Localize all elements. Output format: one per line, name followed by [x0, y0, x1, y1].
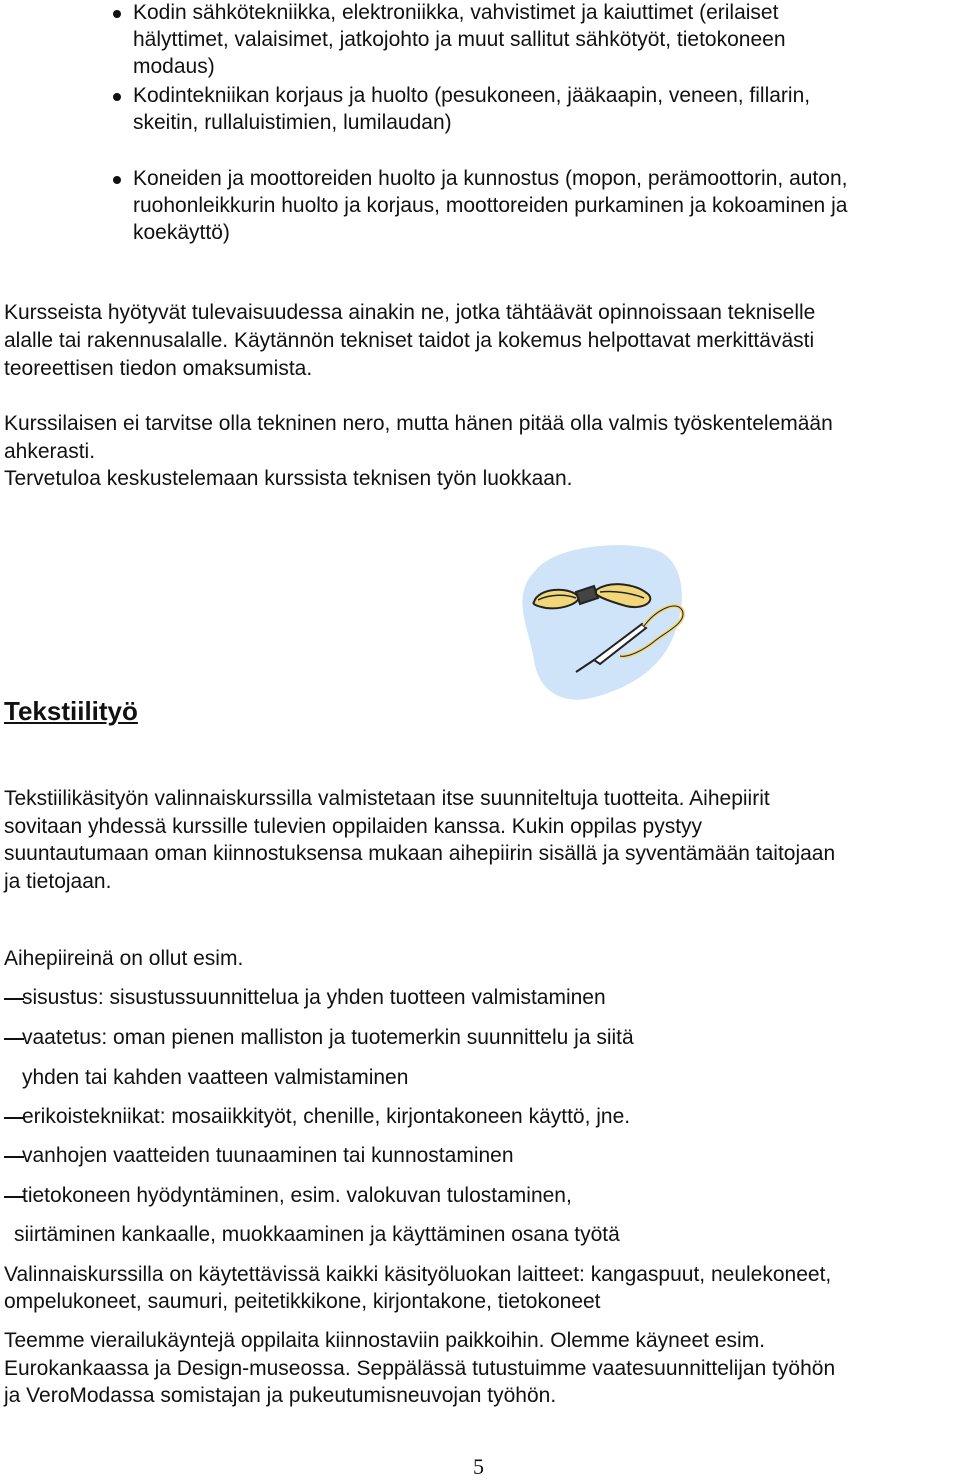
paragraph-line: teoreettisen tiedon omaksumista. — [4, 357, 313, 380]
paragraph-line: Valinnaiskurssilla on käytettävissä kaikki käsityöluokan laitteet: kangaspuut, neulekoneet, — [4, 1263, 832, 1286]
list-item: yhden tai kahden vaatteen valmistaminen — [22, 1066, 409, 1089]
page-number: 5 — [473, 1454, 484, 1479]
paragraph-line: alalle tai rakennusalalle. Käytännön tekniset taidot ja kokemus helpottavat merkittävästi — [4, 329, 815, 352]
list-item: erikoistekniikat: mosaiikkityöt, chenille, kirjontakoneen käyttö, jne. — [22, 1105, 631, 1128]
dash-marker — [4, 998, 24, 1000]
dash-marker — [4, 1038, 24, 1040]
section-heading-textile: Tekstiilityö — [4, 696, 138, 726]
bullet-dot — [113, 176, 121, 184]
dash-marker — [4, 1196, 24, 1198]
list-item: tietokoneen hyödyntäminen, esim. valokuvan tulostaminen, — [22, 1184, 572, 1207]
bullet-text: modaus) — [133, 55, 215, 78]
bullet-text: Koneiden ja moottoreiden huolto ja kunnostus (mopon, perämoottorin, auton, — [133, 167, 848, 190]
needle-and-thread-icon — [516, 540, 686, 705]
bullet-text: skeitin, rullaluistimien, lumilaudan) — [133, 111, 452, 134]
bullet-text: Kodintekniikan korjaus ja huolto (pesukoneen, jääkaapin, veneen, fillarin, — [133, 84, 811, 107]
paragraph-line: Kurssilaisen ei tarvitse olla tekninen nero, mutta hänen pitää olla valmis työskentelemään — [4, 412, 833, 435]
paragraph-line: ompelukoneet, saumuri, peitetikkikone, kirjontakone, tietokoneet — [4, 1290, 601, 1313]
paragraph-line: Tervetuloa keskustelemaan kurssista teknisen työn luokkaan. — [4, 467, 573, 490]
list-item: siirtäminen kankaalle, muokkaaminen ja käyttäminen osana työtä — [14, 1223, 620, 1246]
paragraph-line: suuntautumaan oman kiinnostuksensa mukaan aihepiirin sisällä ja syventämään taitojaan — [4, 842, 836, 865]
list-item: vaatetus: oman pienen malliston ja tuotemerkin suunnittelu ja siitä — [22, 1026, 634, 1049]
paragraph-line: ja VeroModassa somistajan ja pukeutumisneuvojan työhön. — [4, 1384, 557, 1407]
paragraph-line: sovitaan yhdessä kurssille tulevien oppilaiden kanssa. Kukin oppilas pystyy — [4, 815, 703, 838]
bullet-dot — [113, 10, 121, 18]
paragraph-line: ahkerasti. — [4, 440, 96, 463]
list-item: vanhojen vaatteiden tuunaaminen tai kunnostaminen — [22, 1144, 514, 1167]
paragraph-line: Tekstiilikäsityön valinnaiskurssilla valmistetaan itse suunniteltuja tuotteita. Aihepiirit — [4, 787, 770, 810]
topics-title: Aihepiireinä on ollut esim. — [4, 947, 244, 970]
bullet-text: koekäyttö) — [133, 221, 230, 244]
dash-marker — [4, 1117, 24, 1119]
list-item: sisustus: sisustussuunnittelua ja yhden tuotteen valmistaminen — [22, 986, 606, 1009]
dash-marker — [4, 1156, 24, 1158]
bullet-text: Kodin sähkötekniikka, elektroniikka, vahvistimet ja kaiuttimet (erilaiset — [133, 1, 779, 24]
paragraph-line: Kursseista hyötyvät tulevaisuudessa ainakin ne, jotka tähtäävät opinnoissaan tekniselle — [4, 301, 816, 324]
paragraph-line: Eurokankaassa ja Design-museossa. Seppälässä tutustuimme vaatesuunnittelijan työhön — [4, 1357, 836, 1380]
paragraph-line: ja tietojaan. — [4, 870, 112, 893]
bullet-dot — [113, 93, 121, 101]
bullet-text: ruohonleikkurin huolto ja korjaus, moottoreiden purkaminen ja kokoaminen ja — [133, 194, 848, 217]
paragraph-line: Teemme vierailukäyntejä oppilaita kiinnostaviin paikkoihin. Olemme käyneet esim. — [4, 1329, 766, 1352]
bullet-text: hälyttimet, valaisimet, jatkojohto ja muut sallitut sähkötyöt, tietokoneen — [133, 28, 786, 51]
